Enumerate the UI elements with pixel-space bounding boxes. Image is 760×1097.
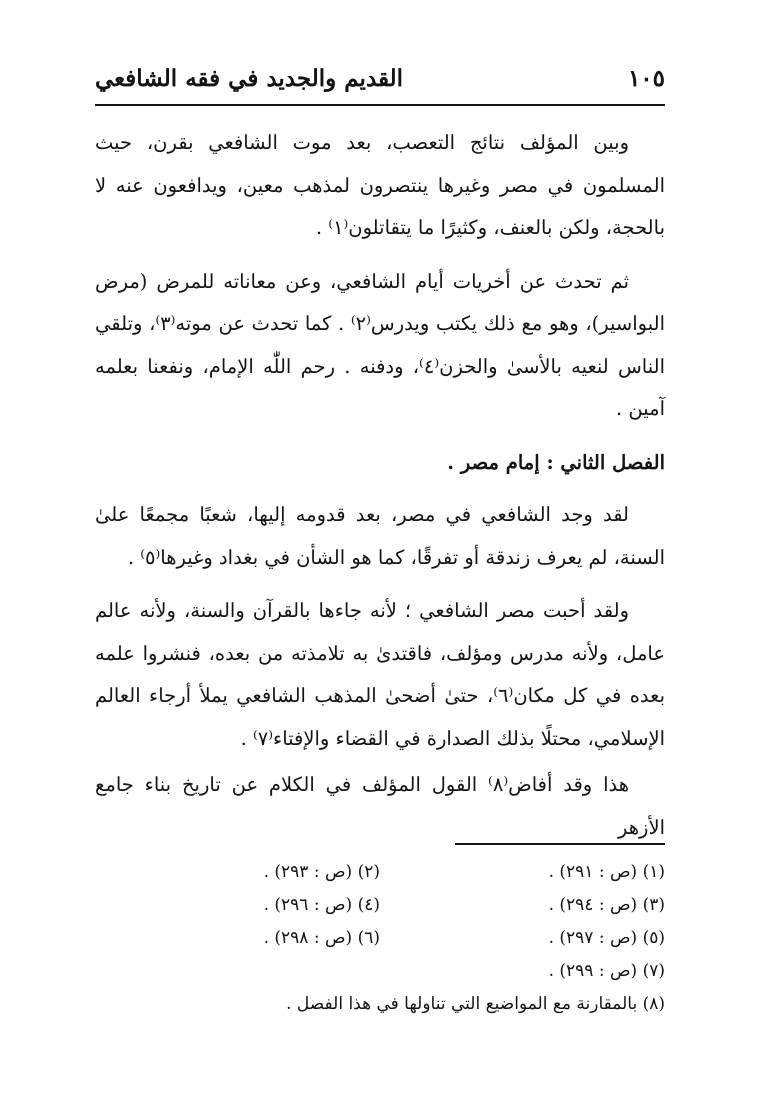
footnote-8: (٨) بالمقارنة مع المواضيع التي تناولها في هذا الفصل .	[286, 994, 665, 1014]
footnote-1: (١) (ص : ٢٩١) .	[548, 862, 665, 882]
footnote-2: (٢) (ص : ٢٩٣) .	[263, 862, 380, 882]
paragraph-4: ولقد أحبت مصر الشافعي ؛ لأنه جاءها بالقرآن والسنة، ولأنه عالم عامل، ولأنه مدرس ومؤلف، فاقتدىٰ به تلامذته من بعده، فنشروا علمه بعده في كل مكان⁽٦⁾، حتىٰ أضحىٰ المذهب الشافعي يملأ أرجاء العالم الإسلامي، محتلًا بذلك الصدارة في القضاء والإفتاء⁽٧⁾ .	[95, 599, 665, 750]
footnote-row	[95, 856, 665, 889]
paragraph-2: ثم تحدث عن أخريات أيام الشافعي، وعن معاناته للمرض (مرض البواسير)، وهو مع ذلك يكتب ويدرس⁽٢⁾ . كما تحدث عن موته⁽٣⁾، وتلقي الناس لنعيه بالأسىٰ والحزن⁽٤⁾، ودفنه . رحم اللّٰه الإمام، ونفعنا بعلمه آمين .	[95, 269, 665, 420]
running-title: القديم والجديد في فقه الشافعي	[95, 64, 404, 92]
footnote-4: (٤) (ص : ٢٩٦) .	[263, 895, 380, 915]
footnote-row	[95, 922, 665, 955]
footnote-rule	[455, 843, 665, 845]
paragraph-3: لقد وجد الشافعي في مصر، بعد قدومه إليها، شعبًا مجمعًا علىٰ السنة، لم يعرف زندقة أو تفرقًا، كما هو الشأن في بغداد وغيرها⁽٥⁾ .	[95, 503, 665, 569]
footnote-5: (٥) (ص : ٢٩٧) .	[548, 928, 665, 948]
footnote-3: (٣) (ص : ٢٩٤) .	[548, 895, 665, 915]
page-header	[95, 58, 665, 98]
footnote-row	[95, 889, 665, 922]
page-number: ١٠٥	[627, 64, 665, 92]
chapter-heading: الفصل الثاني : إمام مصر .	[447, 450, 665, 474]
footnotes	[95, 856, 665, 1021]
header-rule	[95, 104, 665, 106]
paragraph-5: هذا وقد أفاض⁽٨⁾ القول المؤلف في الكلام عن تاريخ بناء جامع الأزهر	[95, 773, 665, 839]
main-text	[95, 122, 665, 860]
footnote-6: (٦) (ص : ٢٩٨) .	[263, 928, 380, 948]
footnote-7: (٧) (ص : ٢٩٩) .	[548, 961, 665, 981]
paragraph-1: وبين المؤلف نتائج التعصب، بعد موت الشافعي بقرن، حيث المسلمون في مصر وغيرها ينتصرون لمذهب معين، ويدافعون عنه لا بالحجة، ولكن بالعنف، وكثيرًا ما يتقاتلون⁽١⁾ .	[95, 131, 665, 239]
footnote-row	[95, 955, 665, 988]
